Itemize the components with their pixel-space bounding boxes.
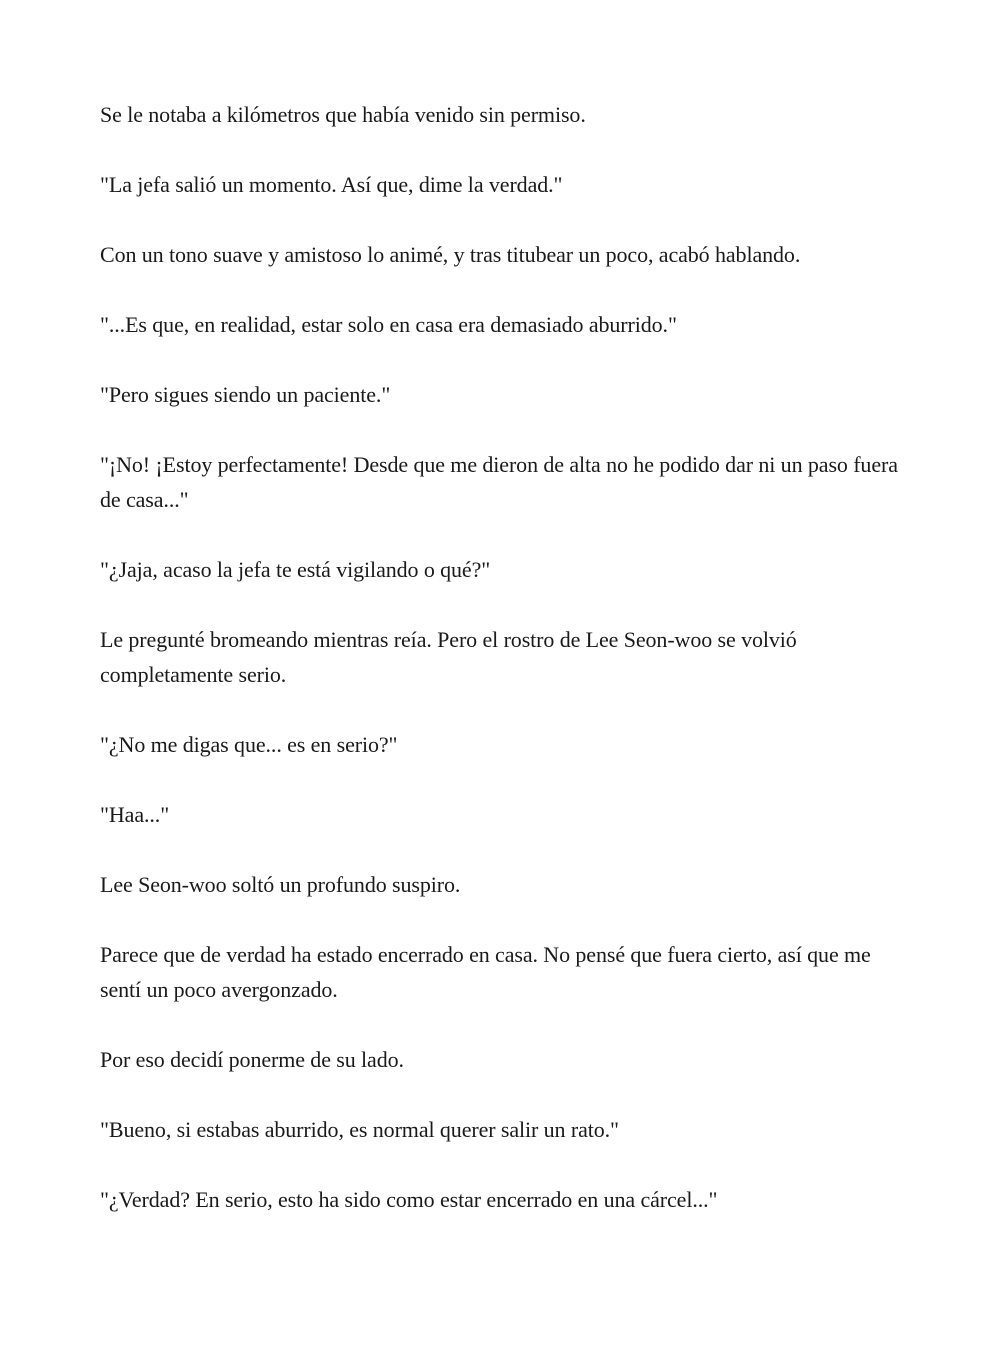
paragraph: Lee Seon-woo soltó un profundo suspiro. — [100, 872, 461, 897]
paragraph: "...Es que, en realidad, estar solo en casa era demasiado aburrido." — [100, 312, 677, 337]
paragraph: "Pero sigues siendo un paciente." — [100, 382, 391, 407]
paragraph: "La jefa salió un momento. Así que, dime la verdad." — [100, 172, 563, 197]
paragraph: Por eso decidí ponerme de su lado. — [100, 1047, 404, 1072]
paragraph: Con un tono suave y amistoso lo animé, y tras titubear un poco, acabó hablando. — [100, 242, 801, 267]
paragraph: Parece que de verdad ha estado encerrado en casa. No pensé que fuera cierto, así que me sentí un poco avergonzado. — [100, 942, 871, 1002]
paragraph: "Bueno, si estabas aburrido, es normal querer salir un rato." — [100, 1117, 619, 1142]
paragraph: "¿Jaja, acaso la jefa te está vigilando o qué?" — [100, 557, 491, 582]
paragraph: "¡No! ¡Estoy perfectamente! Desde que me dieron de alta no he podido dar ni un paso fuera de casa..." — [100, 452, 898, 512]
paragraph: "¿Verdad? En serio, esto ha sido como estar encerrado en una cárcel..." — [100, 1187, 718, 1212]
document-body — [100, 97, 910, 1252]
paragraph: "¿No me digas que... es en serio?" — [100, 732, 398, 757]
paragraph: "Haa..." — [100, 802, 170, 827]
paragraph: Se le notaba a kilómetros que había venido sin permiso. — [100, 102, 586, 127]
paragraph: Le pregunté bromeando mientras reía. Pero el rostro de Lee Seon-woo se volvió completamente serio. — [100, 627, 797, 687]
